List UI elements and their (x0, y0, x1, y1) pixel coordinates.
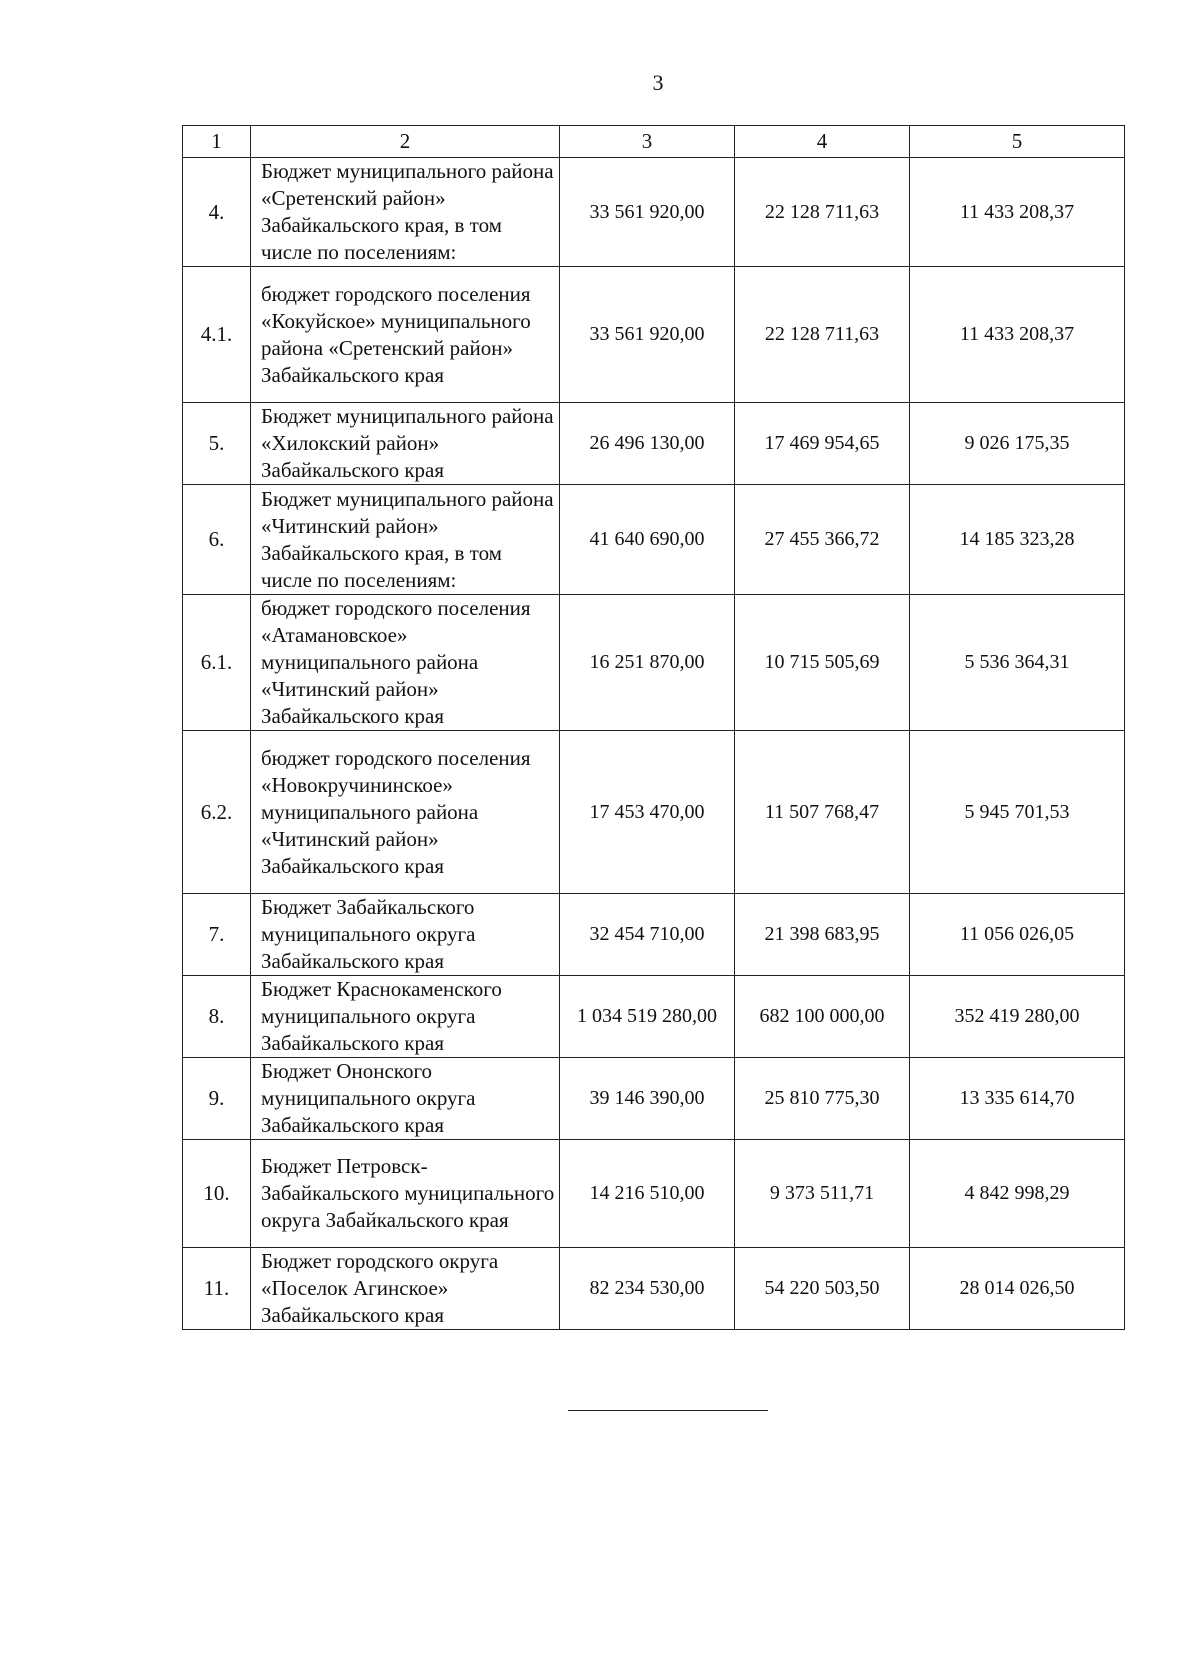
table-row (183, 158, 1125, 267)
row-number: 6. (183, 485, 251, 595)
value-col-3: 39 146 390,00 (560, 1058, 735, 1140)
table-row (183, 1248, 1125, 1330)
budget-name: Бюджет муниципального района «Сретенский район» Забайкальского края, в том числе по поселениям: (251, 158, 560, 267)
value-col-5: 13 335 614,70 (910, 1058, 1125, 1140)
row-number: 6.1. (183, 595, 251, 731)
page-number: 3 (652, 70, 664, 95)
budget-name: бюджет городского поселения «Новокручининское» муниципального района «Читинский район» Забайкальского края (251, 731, 560, 894)
value-col-5: 11 433 208,37 (910, 267, 1125, 403)
budget-table (182, 125, 1125, 1330)
value-col-5: 5 536 364,31 (910, 595, 1125, 731)
budget-name: бюджет городского поселения «Кокуйское» муниципального района «Сретенский район» Забайкальского края (251, 267, 560, 403)
value-col-5: 9 026 175,35 (910, 403, 1125, 485)
value-col-4: 11 507 768,47 (735, 731, 910, 894)
row-number: 6.2. (183, 731, 251, 894)
table-row (183, 267, 1125, 403)
table-row (183, 403, 1125, 485)
value-col-3: 41 640 690,00 (560, 485, 735, 595)
row-number: 8. (183, 976, 251, 1058)
value-col-4: 682 100 000,00 (735, 976, 910, 1058)
budget-name: Бюджет городского округа «Поселок Агинское» Забайкальского края (251, 1248, 560, 1330)
budget-name: Бюджет Краснокаменского муниципального округа Забайкальского края (251, 976, 560, 1058)
row-number: 10. (183, 1140, 251, 1248)
header-cell-2: 2 (251, 126, 560, 158)
value-col-3: 32 454 710,00 (560, 894, 735, 976)
value-col-3: 17 453 470,00 (560, 731, 735, 894)
budget-name: бюджет городского поселения «Атамановское» муниципального района «Читинский район» Забайкальского края (251, 595, 560, 731)
row-number: 4.1. (183, 267, 251, 403)
header-cell-3: 3 (560, 126, 735, 158)
table-row (183, 894, 1125, 976)
value-col-4: 9 373 511,71 (735, 1140, 910, 1248)
budget-name: Бюджет Ононского муниципального округа Забайкальского края (251, 1058, 560, 1140)
value-col-4: 22 128 711,63 (735, 267, 910, 403)
value-col-3: 33 561 920,00 (560, 267, 735, 403)
value-col-3: 16 251 870,00 (560, 595, 735, 731)
row-number: 9. (183, 1058, 251, 1140)
table-row (183, 731, 1125, 894)
value-col-4: 17 469 954,65 (735, 403, 910, 485)
budget-name: Бюджет Петровск-Забайкальского муниципального округа Забайкальского края (251, 1140, 560, 1248)
budget-name: Бюджет муниципального района «Хилокский район» Забайкальского края (251, 403, 560, 485)
value-col-4: 25 810 775,30 (735, 1058, 910, 1140)
table-row (183, 1058, 1125, 1140)
value-col-5: 11 433 208,37 (910, 158, 1125, 267)
value-col-5: 28 014 026,50 (910, 1248, 1125, 1330)
value-col-5: 11 056 026,05 (910, 894, 1125, 976)
value-col-4: 27 455 366,72 (735, 485, 910, 595)
table-row (183, 976, 1125, 1058)
value-col-5: 5 945 701,53 (910, 731, 1125, 894)
value-col-5: 14 185 323,28 (910, 485, 1125, 595)
header-cell-1: 1 (183, 126, 251, 158)
value-col-3: 33 561 920,00 (560, 158, 735, 267)
header-cell-4: 4 (735, 126, 910, 158)
value-col-3: 82 234 530,00 (560, 1248, 735, 1330)
value-col-5: 352 419 280,00 (910, 976, 1125, 1058)
budget-name: Бюджет Забайкальского муниципального округа Забайкальского края (251, 894, 560, 976)
table-header-row (183, 126, 1125, 158)
row-number: 7. (183, 894, 251, 976)
value-col-5: 4 842 998,29 (910, 1140, 1125, 1248)
table-row (183, 485, 1125, 595)
value-col-3: 1 034 519 280,00 (560, 976, 735, 1058)
table-row (183, 595, 1125, 731)
row-number: 11. (183, 1248, 251, 1330)
value-col-3: 26 496 130,00 (560, 403, 735, 485)
value-col-4: 10 715 505,69 (735, 595, 910, 731)
value-col-4: 54 220 503,50 (735, 1248, 910, 1330)
value-col-3: 14 216 510,00 (560, 1140, 735, 1248)
closing-divider-line (568, 1410, 768, 1411)
row-number: 5. (183, 403, 251, 485)
budget-name: Бюджет муниципального района «Читинский район» Забайкальского края, в том числе по поселениям: (251, 485, 560, 595)
value-col-4: 22 128 711,63 (735, 158, 910, 267)
table-row (183, 1140, 1125, 1248)
value-col-4: 21 398 683,95 (735, 894, 910, 976)
header-cell-5: 5 (910, 126, 1125, 158)
row-number: 4. (183, 158, 251, 267)
